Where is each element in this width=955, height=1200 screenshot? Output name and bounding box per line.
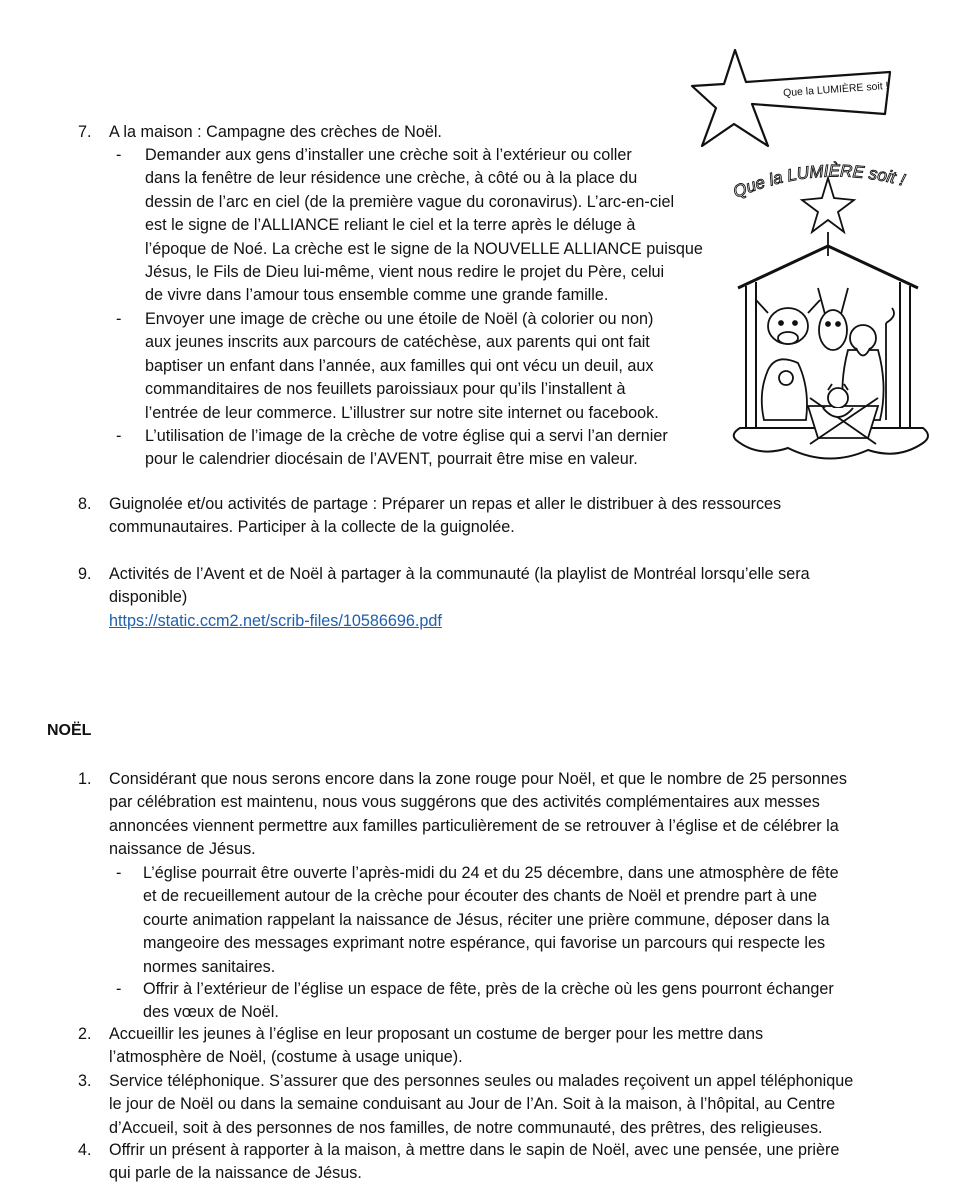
text-line: Demander aux gens d’installer une crèche soit à l’extérieur ou coller bbox=[145, 146, 632, 164]
text-line: Offrir à l’extérieur de l’église un espace de fête, près de la crèche où les gens pourront échanger bbox=[143, 980, 834, 998]
text-line: d’Accueil, soit à des personnes de nos familles, de notre communauté, des prêtres, des religieuses. bbox=[109, 1118, 823, 1137]
text-line: est le signe de l’ALLIANCE reliant le ciel et la terre après le déluge à bbox=[145, 216, 636, 235]
text-line: Offrir un présent à rapporter à la maison, à mettre dans le sapin de Noël, avec une pensée, une prière bbox=[109, 1141, 840, 1159]
star-banner-illustration bbox=[690, 42, 900, 162]
text-line: mangeoire des messages exprimant notre espérance, qui favorise un parcours qui respecte les bbox=[143, 934, 826, 953]
text-line: Envoyer une image de crèche ou une étoile de Noël (à colorier ou non) bbox=[145, 310, 654, 328]
list-number: 8. bbox=[78, 495, 92, 513]
text-line: Activités de l’Avent et de Noël à partager à la communauté (la playlist de Montréal lorsqu’elle sera bbox=[109, 565, 810, 583]
text-line: qui parle de la naissance de Jésus. bbox=[109, 1164, 362, 1183]
nativity-star-icon bbox=[802, 178, 854, 256]
text-line: baptiser un enfant dans l’année, aux familles qui ont vécu un deuil, aux bbox=[145, 356, 654, 375]
text-line: Jésus, le Fils de Dieu lui-même, vient nous redire le projet du Père, celui bbox=[145, 263, 665, 282]
text-line: commanditaires de nos feuillets paroissiaux pour qu’ils l’installent à bbox=[145, 380, 626, 399]
text-line: dans la fenêtre de leur résidence une crèche, à côté ou à la place du bbox=[145, 169, 638, 188]
noel-item-4-text bbox=[109, 1139, 839, 1186]
text-line: communautaires. Participer à la collecte de la guignolée. bbox=[109, 518, 515, 537]
text-line: Considérant que nous serons encore dans la zone rouge pour Noël, et que le nombre de 25 personnes bbox=[109, 770, 847, 788]
nativity-illustration bbox=[728, 158, 948, 478]
item-7-title: A la maison : Campagne des crèches de Noël. bbox=[109, 123, 442, 141]
mary-icon bbox=[762, 359, 807, 420]
text-line: l’entrée de leur commerce. L’illustrer sur notre site internet ou facebook. bbox=[145, 403, 659, 422]
list-number: 9. bbox=[78, 565, 92, 583]
dash-bullet: - bbox=[116, 310, 122, 328]
dash-bullet: - bbox=[116, 427, 122, 445]
text-line: et de recueillement autour de la crèche pour écouter des chants de Noël et prendre part à une bbox=[143, 887, 818, 906]
star-banner-text: Que la LUMIÈRE soit ! bbox=[782, 79, 889, 100]
donkey-icon bbox=[818, 288, 848, 350]
text-line: dessin de l’arc en ciel (de la première vague du coronavirus). L’arc-en-ciel bbox=[145, 192, 675, 211]
text-line: disponible) bbox=[109, 588, 188, 607]
text-line: L’utilisation de l’image de la crèche de votre église qui a servi l’an dernier bbox=[145, 427, 668, 445]
text-line: annoncées viennent permettre aux familles particulièrement de se retrouver à l’église et de célébrer la bbox=[109, 816, 839, 835]
list-number: 4. bbox=[78, 1141, 92, 1159]
list-number: 2. bbox=[78, 1025, 92, 1043]
playlist-pdf-link[interactable]: https://static.ccm2.net/scrib-files/10586696.pdf bbox=[109, 611, 442, 630]
item-7-sub-2 bbox=[145, 308, 659, 425]
text-line: pour le calendrier diocésain de l’AVENT, pourrait être mise en valeur. bbox=[145, 450, 638, 469]
item-9-text bbox=[109, 563, 810, 633]
list-number: 1. bbox=[78, 770, 92, 788]
item-7-sub-3 bbox=[145, 425, 668, 472]
text-line: aux jeunes inscrits aux parcours de catéchèse, aux parents qui ont fait bbox=[145, 333, 650, 352]
text-line: par célébration est maintenu, nous vous suggérons que des activités complémentaires aux messes bbox=[109, 793, 820, 812]
dash-bullet: - bbox=[116, 864, 122, 882]
dash-bullet: - bbox=[116, 146, 122, 164]
text-line: Service téléphonique. S’assurer que des personnes seules ou malades reçoivent un appel téléphonique bbox=[109, 1072, 854, 1090]
arched-title-path: Que la LUMIÈRE soit ! bbox=[730, 161, 908, 202]
noel-item-3-text bbox=[109, 1070, 853, 1140]
noel-item-1-text bbox=[109, 768, 847, 862]
text-line: L’église pourrait être ouverte l’après-midi du 24 et du 25 décembre, dans une atmosphère de fête bbox=[143, 864, 839, 882]
text-line: Accueillir les jeunes à l’église en leur proposant un costume de berger pour les mettre dans bbox=[109, 1025, 764, 1043]
ox-icon bbox=[756, 300, 820, 344]
item-8-text bbox=[109, 493, 781, 540]
list-number: 7. bbox=[78, 123, 92, 141]
text-line: naissance de Jésus. bbox=[109, 840, 256, 859]
text-line: courte animation rappelant la naissance de Jésus, réciter une prière commune, déposer dans la bbox=[143, 910, 830, 929]
noel-item-1-sub-2 bbox=[143, 978, 834, 1025]
text-line: Guignolée et/ou activités de partage : Préparer un repas et aller le distribuer à des ressources bbox=[109, 495, 782, 513]
section-heading-noel: NOËL bbox=[47, 722, 92, 739]
dash-bullet: - bbox=[116, 980, 122, 998]
arched-title-text bbox=[730, 161, 907, 201]
list-number: 3. bbox=[78, 1072, 92, 1090]
text-line: l’époque de Noé. La crèche est le signe de la NOUVELLE ALLIANCE puisque bbox=[145, 239, 703, 258]
noel-item-1-sub-1 bbox=[143, 862, 839, 979]
text-line: de vivre dans l’amour tous ensemble comme une grande famille. bbox=[145, 286, 609, 305]
text-line: l’atmosphère de Noël, (costume à usage unique). bbox=[109, 1048, 463, 1067]
item-7-sub-1 bbox=[145, 144, 703, 308]
text-line: le jour de Noël ou dans la semaine conduisant au Jour de l’An. Soit à la maison, à l’hôpital, au Centre bbox=[109, 1095, 836, 1114]
joseph-icon bbox=[842, 308, 894, 420]
noel-item-2-text bbox=[109, 1023, 763, 1070]
text-line: normes sanitaires. bbox=[143, 957, 276, 976]
text-line: des vœux de Noël. bbox=[143, 1003, 279, 1022]
